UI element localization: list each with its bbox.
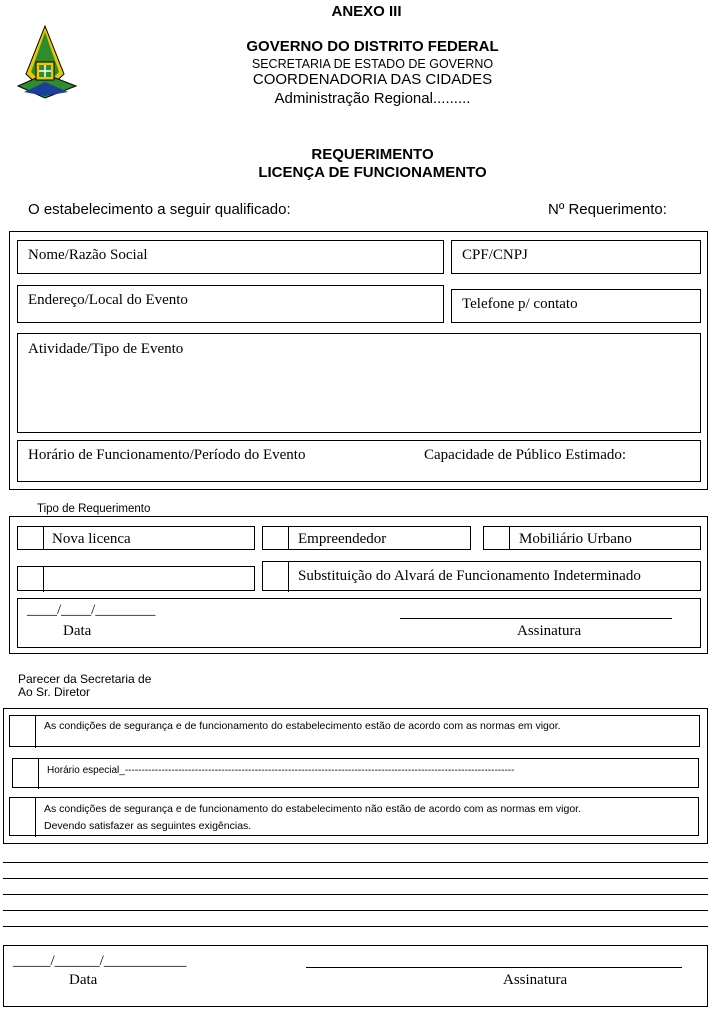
document-title-line2: LICENÇA DE FUNCIONAMENTO [258, 164, 487, 181]
capacity-field-label: Capacidade de Público Estimado: [424, 447, 627, 463]
checkbox-divider [288, 527, 289, 550]
request-date-signature [17, 598, 701, 648]
option-substitution-label: Substituição do Alvará de Funcionamento Indeterminado [298, 568, 641, 584]
establishment-intro: O estabelecimento a seguir qualificado: [28, 201, 291, 218]
opinion-nonconforming-line2: Devendo satisfazer as seguintes exigências. [44, 820, 252, 832]
writing-line[interactable] [3, 894, 708, 895]
activity-field[interactable] [17, 333, 701, 433]
option-urban-furniture[interactable] [483, 526, 701, 550]
opinion-special-hours-text: Horário especial_--------------------------------------------------------------------------------------------------------------------- [47, 765, 515, 776]
request-date-blank[interactable]: ____/____/________ [27, 602, 156, 618]
secretariat-title: SECRETARIA DE ESTADO DE GOVERNO [251, 57, 494, 71]
option-new-license[interactable] [17, 526, 255, 550]
writing-line[interactable] [3, 862, 708, 863]
opinion-nonconforming-row[interactable] [9, 797, 699, 836]
request-number-label: Nº Requerimento: [548, 201, 667, 218]
hours-capacity-field[interactable] [17, 440, 701, 482]
option-substitution[interactable] [262, 561, 701, 591]
checkbox-divider [38, 759, 39, 789]
hours-field-label: Horário de Funcionamento/Período do Evento [28, 447, 306, 463]
checkbox-divider [35, 798, 36, 837]
name-field[interactable] [17, 240, 444, 274]
option-new-license-label: Nova licenca [52, 531, 131, 547]
annex-title: ANEXO III [331, 3, 402, 20]
checkbox-divider [43, 567, 44, 592]
option-entrepreneur-label: Empreendedor [298, 531, 387, 547]
writing-line[interactable] [3, 878, 708, 879]
opinion-heading-line1: Parecer da Secretaria de [18, 672, 152, 686]
writing-line[interactable] [3, 926, 708, 927]
request-signature-line[interactable] [400, 618, 672, 619]
opinion-heading-line2: Ao Sr. Diretor [18, 685, 91, 699]
footer-date-signature [3, 945, 708, 1007]
opinion-nonconforming-line1: As condições de segurança e de funcionamento do estabelecimento não estão de acordo com as normas em vigor. [44, 803, 581, 815]
opinion-conforming-text: As condições de segurança e de funcionamento do estabelecimento estão de acordo com as normas em vigor. [44, 720, 561, 732]
request-signature-label: Assinatura [517, 623, 582, 639]
cpf-cnpj-field[interactable] [451, 240, 701, 274]
option-entrepreneur[interactable] [262, 526, 471, 550]
checkbox-divider [288, 562, 289, 592]
name-field-label: Nome/Razão Social [28, 247, 148, 263]
phone-field[interactable] [451, 289, 701, 323]
opinion-special-hours-row[interactable] [12, 758, 699, 788]
address-field-label: Endereço/Local do Evento [28, 292, 188, 308]
footer-date-blank[interactable]: _____/______/___________ [13, 953, 187, 969]
phone-field-label: Telefone p/ contato [462, 296, 578, 312]
request-date-label: Data [63, 623, 92, 639]
activity-field-label: Atividade/Tipo de Evento [28, 341, 184, 357]
footer-date-label: Data [69, 972, 98, 988]
checkbox-divider [509, 527, 510, 550]
option-urban-furniture-label: Mobiliário Urbano [519, 531, 632, 547]
cpf-cnpj-field-label: CPF/CNPJ [462, 247, 528, 263]
footer-signature-line[interactable] [306, 967, 682, 968]
government-title: GOVERNO DO DISTRITO FEDERAL [246, 38, 499, 55]
coordination-title: COORDENADORIA DAS CIDADES [252, 71, 493, 88]
request-type-heading: Tipo de Requerimento [37, 503, 151, 515]
footer-signature-label: Assinatura [503, 972, 568, 988]
document-title-line1: REQUERIMENTO [311, 146, 434, 163]
checkbox-divider [43, 527, 44, 550]
address-field[interactable] [17, 285, 444, 323]
opinion-conforming-row[interactable] [9, 715, 700, 747]
administration-title: Administração Regional......... [274, 90, 471, 107]
writing-line[interactable] [3, 910, 708, 911]
option-blank[interactable] [17, 566, 255, 591]
checkbox-divider [35, 716, 36, 748]
